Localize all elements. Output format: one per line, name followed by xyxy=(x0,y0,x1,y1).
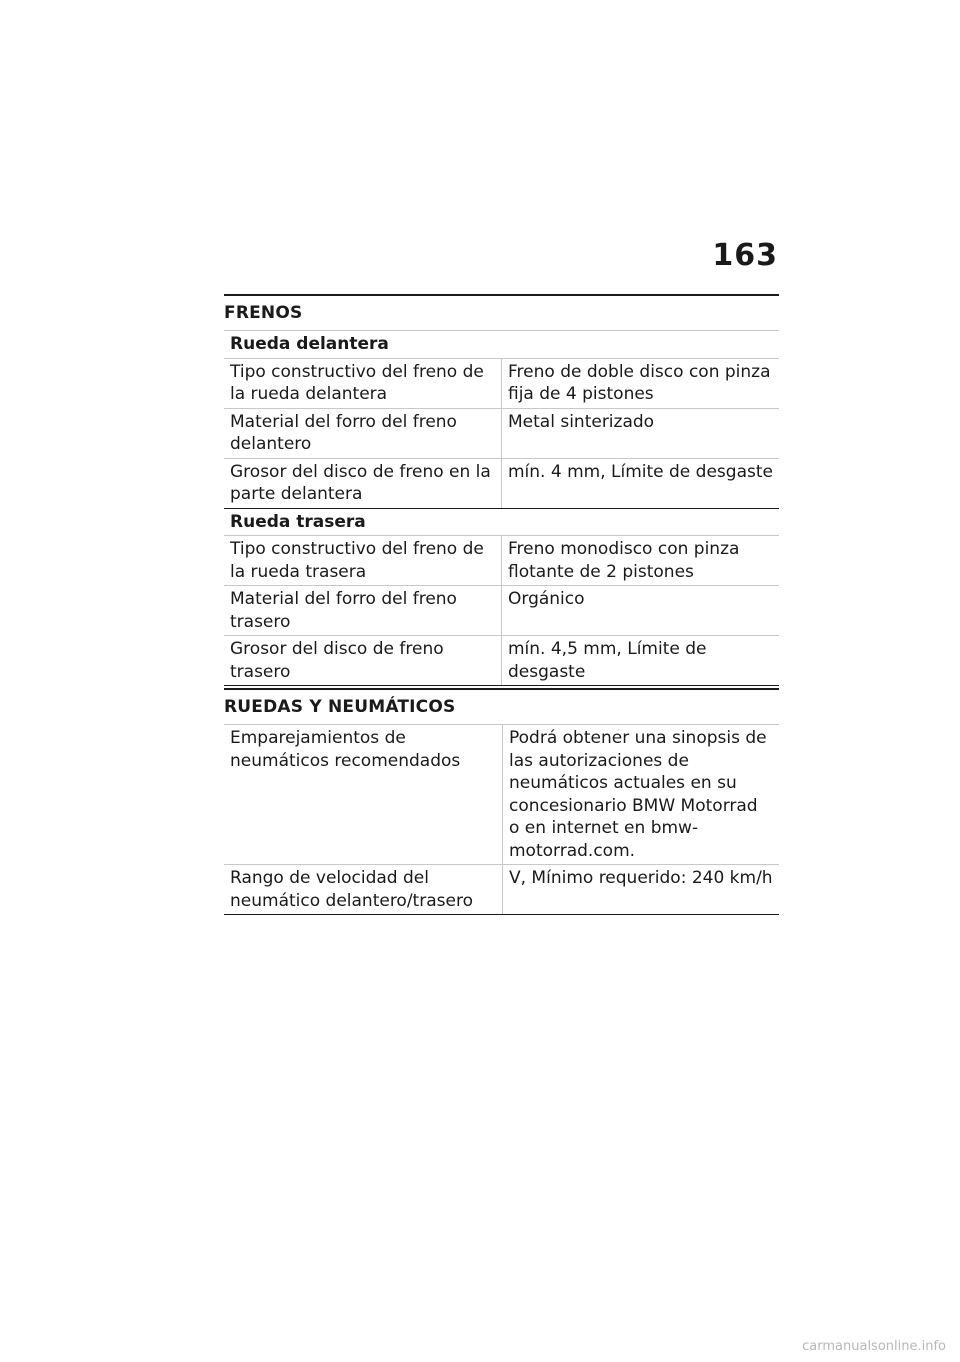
table-row xyxy=(224,725,779,865)
row-label: Material del forro del freno trasero xyxy=(224,586,502,636)
table-row xyxy=(224,865,779,915)
subheading-rear-wheel: Rueda trasera xyxy=(224,508,779,536)
row-value: V, Mínimo requerido: 240 km/h xyxy=(503,865,780,915)
section-title-wheels: RUEDAS Y NEUMÁTICOS xyxy=(224,697,456,717)
wheels-section xyxy=(224,688,779,915)
page-number: 163 xyxy=(712,238,778,273)
subheading-front-wheel: Rueda delantera xyxy=(224,331,779,359)
row-label: Grosor del disco de freno en la parte delantera xyxy=(224,458,502,508)
brakes-table xyxy=(224,330,779,686)
row-label: Material del forro del freno delantero xyxy=(224,408,502,458)
row-value: Freno monodisco con pinza flotante de 2 pistones xyxy=(502,536,780,586)
row-value: Freno de doble disco con pinza fija de 4 pistones xyxy=(502,358,780,408)
table-row xyxy=(224,586,779,636)
table-row xyxy=(224,408,779,458)
row-value: Orgánico xyxy=(502,586,780,636)
row-value: mín. 4 mm, Límite de desgaste xyxy=(502,458,780,508)
table-row xyxy=(224,458,779,508)
table-row xyxy=(224,536,779,586)
table-subheading-row xyxy=(224,331,779,359)
table-row xyxy=(224,636,779,686)
row-label: Grosor del disco de freno trasero xyxy=(224,636,502,686)
row-label: Tipo constructivo del freno de la rueda delantera xyxy=(224,358,502,408)
row-value: mín. 4,5 mm, Límite de desgaste xyxy=(502,636,780,686)
row-value: Podrá obtener una sinopsis de las autorizaciones de neumáticos actuales en su concesionario BMW Motorrad o en internet en bmw-motorrad.com. xyxy=(503,725,780,865)
row-value: Metal sinterizado xyxy=(502,408,780,458)
brakes-section xyxy=(224,294,779,686)
section-title-brakes: FRENOS xyxy=(224,303,303,323)
row-label: Tipo constructivo del freno de la rueda trasera xyxy=(224,536,502,586)
table-row xyxy=(224,358,779,408)
wheels-table xyxy=(224,724,779,915)
row-label: Rango de velocidad del neumático delantero/trasero xyxy=(224,865,503,915)
table-subheading-row xyxy=(224,508,779,536)
row-label: Emparejamientos de neumáticos recomendados xyxy=(224,725,503,865)
watermark: carmanualsonline.info xyxy=(802,1339,946,1354)
